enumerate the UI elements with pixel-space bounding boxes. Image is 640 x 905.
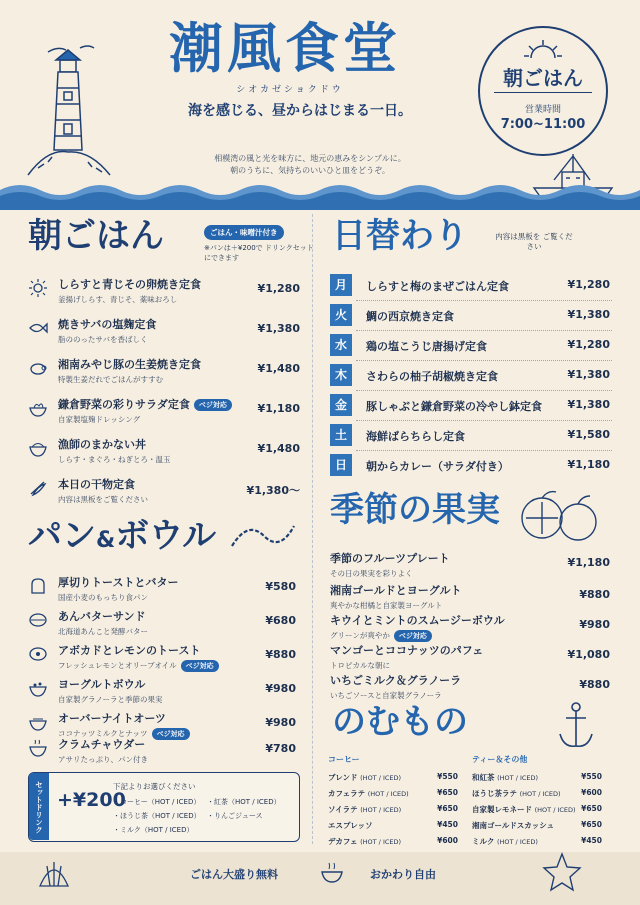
item-desc-text: ココナッツミルクとナッツ	[58, 729, 148, 738]
menu-item	[28, 676, 296, 708]
daily-name: 鶏の塩こうじ唐揚げ定食	[366, 340, 487, 353]
daily-name: 豚しゃぶと鎌倉野菜の冷やし鉢定食	[366, 400, 542, 413]
dotted-line	[356, 360, 612, 361]
lighthouse-icon	[18, 40, 118, 180]
item-price: ¥880	[579, 588, 610, 601]
item-price: ¥980	[579, 618, 610, 631]
item-price: ¥780	[265, 742, 296, 755]
fruit-section	[328, 488, 614, 698]
item-desc: 内容は黒板をご覧ください	[58, 495, 148, 504]
set-drink-label-text: セットドリンク	[34, 781, 44, 834]
item-name: あんバターサンド	[58, 610, 146, 623]
menu-item	[28, 642, 296, 674]
item-desc: アサリたっぷり、パン付き	[58, 755, 148, 764]
item-price: ¥680	[265, 614, 296, 627]
item-name: 季節のフルーツプレート	[330, 552, 450, 565]
citrus-icon	[512, 488, 610, 544]
daily-name: しらすと梅のまぜごはん定食	[366, 280, 509, 293]
breakfast-pill: ごはん・味噌汁付き	[204, 225, 284, 240]
sandwich-icon	[28, 610, 48, 630]
fish-icon	[28, 318, 48, 338]
item-name: しらすと青じその卵焼き定食	[58, 278, 201, 291]
drink-note: (HOT / ICED)	[367, 790, 409, 798]
rope-icon	[228, 516, 298, 556]
drink-note: (HOT / ICED)	[496, 838, 538, 846]
badge-title: 朝ごはん	[503, 66, 583, 90]
item-price: ¥1,180	[257, 402, 300, 415]
menu-item	[330, 582, 610, 610]
set-option: ・紅茶（HOT / ICED）	[207, 798, 281, 806]
drink-name: カフェラテ	[328, 789, 366, 798]
rice-bowl-icon	[320, 862, 344, 884]
daily-row	[328, 364, 612, 388]
item-price: ¥1,380	[257, 322, 300, 335]
dotted-line	[356, 390, 612, 391]
item-desc: トロピカルな朝に	[330, 661, 390, 670]
drink-note: (HOT / ICED)	[360, 774, 402, 782]
bread-title-a: パン	[28, 516, 96, 556]
daily-price: ¥1,380	[567, 398, 610, 411]
set-option: ・コーヒー（HOT / ICED）	[113, 798, 201, 806]
item-name: 湘南みやじ豚の生姜焼き定食	[58, 358, 201, 371]
bread-title-b: ボウル	[115, 516, 217, 556]
dotted-line	[356, 450, 612, 451]
item-desc: 特製生姜だれでごはんがすすむ	[58, 375, 164, 384]
bread-title-amp: &	[96, 528, 116, 553]
drink-price: ¥600	[437, 836, 458, 845]
daily-price: ¥1,580	[567, 428, 610, 441]
item-name: ヨーグルトボウル	[58, 678, 146, 691]
drink-row	[328, 836, 458, 850]
anchor-icon	[554, 700, 598, 752]
set-option: ・りんごジュース	[207, 812, 263, 820]
menu-item	[330, 550, 610, 578]
set-option: ・ミルク（HOT / ICED）	[113, 826, 194, 834]
daily-note: 内容は黒板を ご覧ください	[495, 232, 573, 251]
tea-heading: ティー＆その他	[472, 755, 528, 764]
day-chip: 月	[330, 274, 352, 296]
pig-icon	[28, 358, 48, 378]
day-chip: 火	[330, 304, 352, 326]
item-price: ¥880	[579, 678, 610, 691]
restaurant-kana: シオカゼショクドウ	[236, 85, 344, 95]
item-name: キウイとミントのスムージーボウル	[330, 614, 505, 627]
drink-note: (HOT / ICED)	[519, 790, 561, 798]
item-desc	[330, 630, 505, 642]
daily-name: 海鮮ばらちらし定食	[366, 430, 465, 443]
item-desc: しらす・まぐろ・ねぎとろ・温玉	[58, 455, 171, 464]
dried-fish-icon	[28, 478, 48, 498]
item-price: ¥1,180	[567, 556, 610, 569]
salad-icon	[28, 398, 48, 418]
drink-row	[328, 820, 458, 834]
day-chip: 水	[330, 334, 352, 356]
daily-name: 朝からカレー（サラダ付き）	[366, 460, 509, 473]
badge-hours-label: 営業時間	[524, 105, 561, 115]
menu-header	[0, 0, 640, 200]
dotted-line	[356, 330, 612, 331]
daily-price: ¥1,380	[567, 308, 610, 321]
item-name: 漁師のまかない丼	[58, 438, 146, 451]
veg-tag: ベジ対応	[181, 660, 219, 672]
item-name	[58, 396, 232, 412]
item-name: クラムチャウダー	[58, 738, 146, 751]
drink-row	[472, 804, 602, 818]
fruit-title: 季節の果実	[330, 490, 500, 530]
drink-note: (HOT / ICED)	[360, 806, 402, 814]
menu-item	[28, 436, 300, 474]
badge-divider	[494, 92, 592, 93]
item-name: 厚切りトーストとバター	[58, 576, 179, 589]
daily-price: ¥1,380	[567, 368, 610, 381]
drink-note: (HOT / ICED)	[534, 806, 576, 814]
menu-item	[28, 574, 296, 606]
set-drink-lead: 下記よりお選びください	[113, 782, 196, 791]
menu-item	[28, 276, 300, 314]
drink-name: エスプレッソ	[328, 821, 373, 830]
set-option: ・ほうじ茶（HOT / ICED）	[113, 812, 201, 820]
drink-price: ¥650	[581, 820, 602, 829]
item-price: ¥980	[265, 682, 296, 695]
toast-icon	[28, 576, 48, 596]
drink-name: デカフェ	[328, 837, 358, 846]
day-chip: 木	[330, 364, 352, 386]
drink-row	[472, 836, 602, 850]
drink-price: ¥550	[437, 772, 458, 781]
daily-row	[328, 304, 612, 328]
item-desc: 爽やかな柑橘と自家製ヨーグルト	[330, 601, 443, 610]
daily-name: さわらの柚子胡椒焼き定食	[366, 370, 498, 383]
daily-price: ¥1,280	[567, 278, 610, 291]
drink-row	[328, 788, 458, 802]
item-desc: 北海道あんこと発酵バター	[58, 627, 148, 636]
drink-price: ¥650	[581, 804, 602, 813]
veg-tag: ベジ対応	[194, 399, 232, 411]
item-price: ¥980	[265, 716, 296, 729]
bread-bowl-section	[28, 512, 300, 762]
daily-row	[328, 424, 612, 448]
sun-icon	[28, 278, 48, 298]
breakfast-section	[28, 210, 314, 510]
item-name: 本日の干物定食	[58, 478, 135, 491]
item-price: ¥1,480	[257, 442, 300, 455]
item-desc: 国産小麦のもっちり食パン	[58, 593, 148, 602]
footer-band	[0, 852, 640, 905]
item-desc: 釜揚げしらす、青じそ、薬味おろし	[58, 295, 178, 304]
drink-name: 自家製レモネード	[472, 805, 532, 814]
item-desc-text: グリーンが爽やか	[330, 631, 390, 640]
soup-bowl-icon	[28, 738, 48, 758]
menu-item	[28, 316, 300, 354]
item-desc: 自家製グラノーラと季節の果実	[58, 695, 163, 704]
column-divider	[312, 214, 313, 844]
drink-price: ¥650	[437, 804, 458, 813]
yogurt-bowl-icon	[28, 678, 48, 698]
drink-name: ほうじ茶ラテ	[472, 789, 517, 798]
day-chip: 金	[330, 394, 352, 416]
set-drink-box	[28, 772, 300, 842]
daily-title: 日替わり	[332, 216, 468, 256]
breakfast-note-text: ※パンは＋¥200で ドリンクセットにできます	[204, 244, 314, 262]
rice-bowl-icon	[28, 438, 48, 458]
hours-badge	[478, 26, 608, 156]
item-name: オーバーナイトオーツ	[58, 712, 166, 725]
item-name: アボカドとレモンのトースト	[58, 644, 201, 657]
daily-price: ¥1,180	[567, 458, 610, 471]
drink-name: ミルク	[472, 837, 495, 846]
drink-row	[472, 772, 602, 786]
menu-item	[330, 642, 610, 670]
intro-line-1: 相模湾の風と光を味方に、地元の恵みをシンプルに。	[214, 154, 406, 163]
daily-price: ¥1,280	[567, 338, 610, 351]
item-desc-text: フレッシュレモンとオリーブオイル	[58, 661, 177, 670]
drink-price: ¥450	[437, 820, 458, 829]
item-price: ¥1,380〜	[246, 484, 300, 497]
item-desc: 脂ののったサバを香ばしく	[58, 335, 148, 344]
day-chip: 土	[330, 424, 352, 446]
menu-item	[28, 476, 300, 514]
item-price: ¥580	[265, 580, 296, 593]
drink-price: ¥550	[581, 772, 602, 781]
dotted-line	[356, 420, 612, 421]
breakfast-title: 朝ごはん	[28, 216, 164, 256]
shell-icon	[36, 858, 72, 892]
item-price: ¥1,080	[567, 648, 610, 661]
drink-note: (HOT / ICED)	[360, 838, 402, 846]
item-name: 湘南ゴールドとヨーグルト	[330, 584, 462, 597]
drink-name: ソイラテ	[328, 805, 358, 814]
menu-item	[28, 608, 296, 640]
tagline: 海を感じる、昼からはじまる一日。	[188, 103, 412, 119]
drink-price: ¥450	[581, 836, 602, 845]
footer-free-refill: ごはん大盛り無料	[190, 868, 278, 881]
item-name: マンゴーとココナッツのパフェ	[330, 644, 484, 657]
daily-section	[328, 210, 614, 490]
drink-name: 湘南ゴールドスカッシュ	[472, 821, 555, 830]
item-price: ¥1,480	[257, 362, 300, 375]
drink-row	[328, 804, 458, 818]
daily-row	[328, 454, 612, 478]
oats-bowl-icon	[28, 712, 48, 732]
drink-name: ブレンド	[328, 773, 358, 782]
drink-note: (HOT / ICED)	[497, 774, 539, 782]
item-desc: その日の果実を彩りよく	[330, 569, 413, 578]
menu-item	[330, 672, 610, 700]
item-name: いちごミルク＆グラノーラ	[330, 674, 462, 687]
drinks-title: のむもの	[332, 702, 468, 742]
starfish-icon	[542, 852, 582, 892]
wave-band	[0, 176, 640, 210]
item-desc: いちごソースと自家製グラノーラ	[330, 691, 442, 700]
avocado-icon	[28, 644, 48, 664]
drink-name: 和紅茶	[472, 773, 495, 782]
daily-row	[328, 394, 612, 418]
drink-row	[472, 788, 602, 802]
item-price: ¥1,280	[257, 282, 300, 295]
veg-tag: ベジ対応	[394, 630, 432, 642]
coffee-heading: コーヒー	[328, 755, 360, 764]
restaurant-title: 潮風食堂	[169, 16, 401, 80]
menu-item	[28, 736, 296, 768]
menu-item	[28, 396, 300, 434]
badge-hours: 7:00~11:00	[500, 117, 586, 132]
bread-title	[28, 516, 216, 561]
sunrise-icon	[523, 38, 563, 60]
item-name-text: 鎌倉野菜の彩りサラダ定食	[58, 398, 190, 411]
intro-line-2: 朝のうちに、気持ちのいいひと皿をどうぞ。	[230, 166, 390, 175]
daily-name: 鯛の西京焼き定食	[366, 310, 454, 323]
item-desc: 自家製塩麹ドレッシング	[58, 415, 141, 424]
item-name: 焼きサバの塩麹定食	[58, 318, 157, 331]
veg-tag: ベジ対応	[152, 728, 190, 740]
menu-item	[28, 356, 300, 394]
dotted-line	[356, 300, 612, 301]
drink-price: ¥600	[581, 788, 602, 797]
daily-row	[328, 334, 612, 358]
day-chip: 日	[330, 454, 352, 476]
drink-price: ¥650	[437, 788, 458, 797]
drink-row	[472, 820, 602, 834]
breakfast-note	[204, 220, 314, 263]
set-drink-label	[29, 773, 49, 840]
footer-refill: おかわり自由	[370, 868, 436, 881]
drinks-section	[328, 700, 614, 850]
menu-item	[330, 612, 610, 640]
item-desc	[58, 660, 219, 672]
daily-row	[328, 274, 612, 298]
drink-row	[328, 772, 458, 786]
set-drink-price: +¥200	[57, 789, 126, 811]
item-price: ¥880	[265, 648, 296, 661]
